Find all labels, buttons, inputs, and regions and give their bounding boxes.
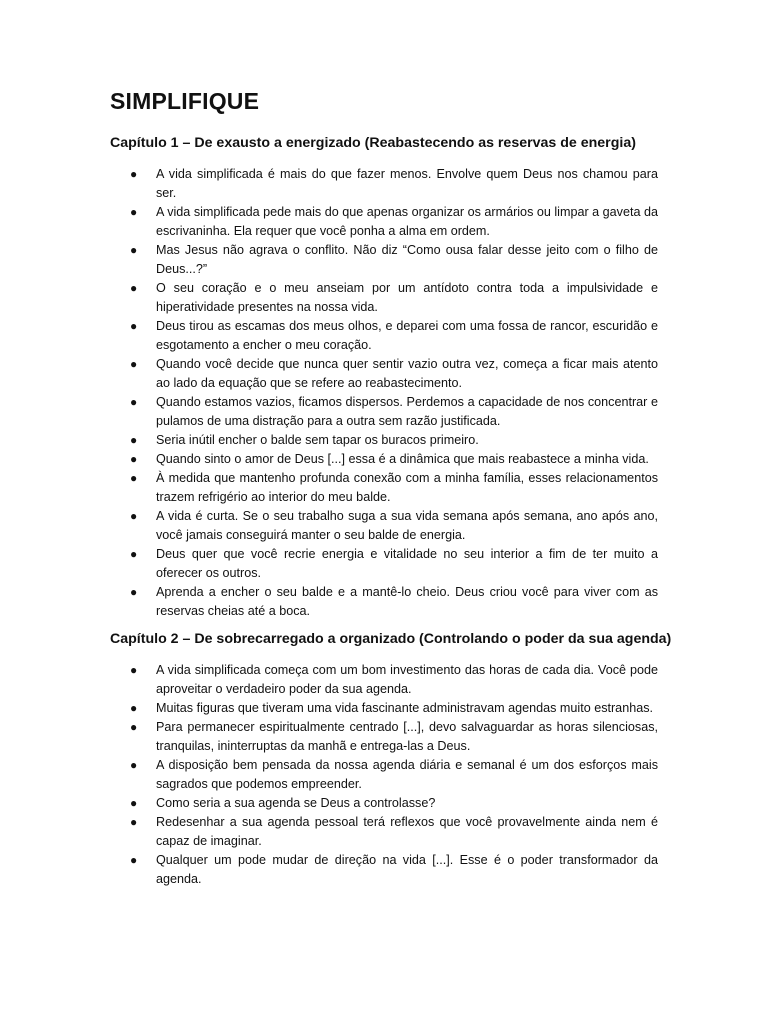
chapter-1: [110, 135, 658, 621]
bullet-icon: ●: [130, 796, 138, 810]
list-item: ● Muitas figuras que tiveram uma vida fascinante administravam agendas muito estranhas.: [110, 699, 658, 718]
list-item: ● Quando estamos vazios, ficamos dispersos. Perdemos a capacidade de nos concentrar e pulamos de uma distração para a outra sem razão justificada.: [130, 395, 658, 428]
list-item: ● Aprenda a encher o seu balde e a mantê-lo cheio. Deus criou você para viver com as reservas cheias até a boca.: [130, 585, 658, 618]
document-page: [110, 88, 672, 899]
bullet-icon: ●: [130, 471, 138, 485]
bullet-icon: ●: [130, 853, 138, 867]
bullet-list: [110, 165, 658, 621]
list-item: ● Para permanecer espiritualmente centrado [...], devo salvaguardar as horas silenciosas, tranquilas, ininterruptas da manhã e entrega-las a Deus.: [130, 720, 658, 753]
document-title: SIMPLIFIQUE: [110, 88, 260, 114]
bullet-icon: ●: [130, 357, 138, 371]
bullet-icon: ●: [130, 815, 138, 829]
bullet-icon: ●: [130, 663, 138, 677]
chapter-2: [110, 631, 672, 889]
bullet-list: [110, 661, 658, 889]
list-item: ● À medida que mantenho profunda conexão com a minha família, esses relacionamentos trazem refrigério ao interior do meu balde.: [130, 471, 658, 504]
list-item: ● Deus tirou as escamas dos meus olhos, e deparei com uma fossa de rancor, escuridão e esgotamento a encher o meu coração.: [130, 319, 658, 352]
list-item: ● A vida simplificada pede mais do que apenas organizar os armários ou limpar a gaveta da escrivaninha. Ela requer que você ponha a alma em ordem.: [130, 205, 658, 238]
bullet-icon: ●: [130, 319, 138, 333]
bullet-icon: ●: [130, 395, 138, 409]
list-item: ● Quando você decide que nunca quer sentir vazio outra vez, começa a ficar mais atento ao lado da equação que se refere ao reabastecimento.: [130, 357, 658, 390]
list-item: ● O seu coração e o meu anseiam por um antídoto contra toda a impulsividade e hiperatividade presentes na nossa vida.: [130, 281, 658, 314]
bullet-icon: ●: [130, 758, 138, 772]
list-item: ● A disposição bem pensada da nossa agenda diária e semanal é um dos esforços mais sagrados que podemos empreender.: [130, 758, 658, 791]
bullet-icon: ●: [130, 243, 138, 257]
list-item: ● Redesenhar a sua agenda pessoal terá reflexos que você provavelmente ainda nem é capaz de imaginar.: [130, 815, 658, 848]
list-item: ● Quando sinto o amor de Deus [...] essa é a dinâmica que mais reabastece a minha vida.: [110, 450, 658, 469]
chapter-title: Capítulo 1 – De exausto a energizado (Reabastecendo as reservas de energia): [110, 135, 636, 151]
list-item: ● A vida simplificada é mais do que fazer menos. Envolve quem Deus nos chamou para ser.: [130, 167, 658, 200]
bullet-icon: ●: [130, 452, 138, 466]
bullet-icon: ●: [130, 509, 138, 523]
bullet-icon: ●: [130, 585, 138, 599]
chapter-title: Capítulo 2 – De sobrecarregado a organizado (Controlando o poder da sua agenda): [110, 631, 672, 647]
list-item: ● A vida é curta. Se o seu trabalho suga a sua vida semana após semana, ano após ano, você jamais conseguirá manter o seu balde de energia.: [130, 509, 658, 542]
list-item: ● Qualquer um pode mudar de direção na vida [...]. Esse é o poder transformador da agenda.: [130, 853, 658, 886]
bullet-icon: ●: [130, 281, 138, 295]
bullet-icon: ●: [130, 720, 138, 734]
bullet-icon: ●: [130, 167, 138, 181]
list-item: ● Seria inútil encher o balde sem tapar os buracos primeiro.: [110, 431, 658, 450]
list-item: ● A vida simplificada começa com um bom investimento das horas de cada dia. Você pode aproveitar o verdadeiro poder da sua agenda.: [130, 663, 658, 696]
list-item: ● Mas Jesus não agrava o conflito. Não diz “Como ousa falar desse jeito com o filho de Deus...?”: [130, 243, 658, 276]
list-item: ● Como seria a sua agenda se Deus a controlasse?: [110, 794, 658, 813]
bullet-icon: ●: [130, 547, 138, 561]
bullet-icon: ●: [130, 701, 138, 715]
bullet-icon: ●: [130, 205, 138, 219]
list-item: ● Deus quer que você recrie energia e vitalidade no seu interior a fim de ter muito a oferecer os outros.: [130, 547, 658, 580]
bullet-icon: ●: [130, 433, 138, 447]
